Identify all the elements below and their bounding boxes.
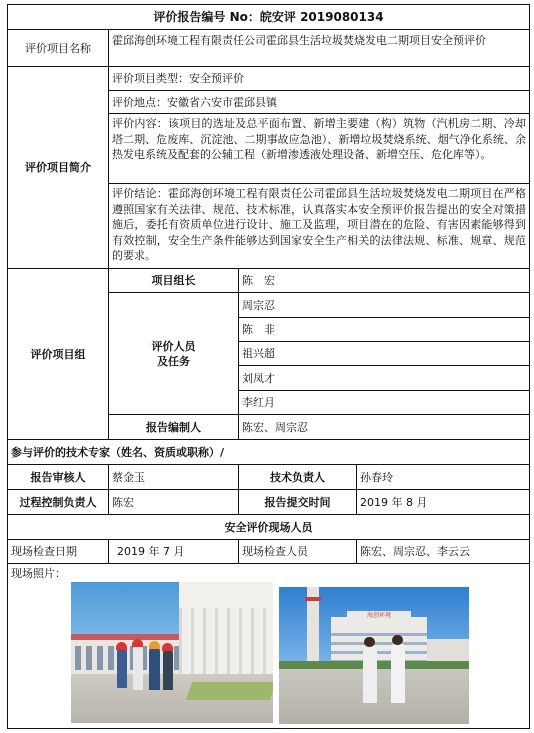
site-staff-header: 安全评价现场人员 [8,515,529,540]
leader-name: 陈 宏 [239,269,529,293]
person-head [392,635,403,645]
worker-figure [163,650,173,690]
reviewer-name: 蔡金玉 [109,465,239,490]
project-type: 评价项目类型：安全预评价 [109,67,529,91]
editor-label: 报告编制人 [109,415,239,440]
site-staff-label: 现场检查人员 [239,540,357,564]
site-photos-area [8,564,529,728]
project-intro-label: 评价项目简介 [8,67,109,269]
submit-time-label: 报告提交时间 [239,490,357,515]
person-figure [363,645,377,703]
site-photo-1 [71,582,273,723]
member-row: 祖兴超 [239,342,529,366]
project-name-label: 评价项目名称 [8,30,109,67]
person-figure [391,643,405,703]
worker-figure [133,646,143,690]
project-location: 评价地点：安徽省六安市霍邱县镇 [109,91,529,114]
plant-wall-panels [179,608,273,682]
project-name-value: 霍邱海创环境工程有限责任公司霍邱县生活垃圾焚烧发电二期项目安全预评价 [109,30,529,67]
chimney-band [305,597,321,601]
site-date-value: 2019 年 7 月 [109,540,239,564]
leader-label: 项目组长 [109,269,239,293]
worker-figure [117,648,127,688]
tech-lead-name: 孙春玲 [357,465,529,490]
members-label-line1: 评价人员 [151,339,196,353]
members-label-line2: 及任务 [157,354,190,368]
building-sign: 海创环境 [347,611,411,621]
member-row: 李红月 [239,391,529,415]
process-control-label: 过程控制负责人 [8,490,109,515]
process-control-name: 陈宏 [109,490,239,515]
hard-hat [149,641,160,649]
tech-lead-label: 技术负责人 [239,465,357,490]
editor-name: 陈宏、周宗忍 [239,415,529,440]
evaluation-form [7,4,530,729]
hard-hat [162,643,173,651]
project-group-label: 评价项目组 [8,269,109,440]
worker-figure [149,648,160,690]
hard-hat [116,642,127,650]
grass-strip [186,682,273,700]
reviewer-label: 报告审核人 [8,465,109,490]
experts-row: 参与评价的技术专家（姓名、资质或职称）/ [8,440,529,465]
submit-time-value: 2019 年 8 月 [357,490,529,515]
hard-hat [132,639,143,647]
site-photos-label: 现场照片： [11,567,66,580]
member-row: 陈 非 [239,318,529,342]
member-row: 刘凤才 [239,366,529,391]
site-photo-2 [279,587,469,724]
member-row: 周宗忍 [239,293,529,318]
project-content: 评价内容：该项目的选址及总平面布置、新增主要建（构）筑物（汽机房二期、冷却塔二期、危废库、沉淀池、二期事故应急池）、新增垃圾焚烧系统、烟气净化系统、余热发电系统及配套的公辅工程（新增渗透液处理设备、新增空压、危化库等）。 [109,114,529,184]
report-number-title: 评价报告编号 No：皖安评 2019080134 [8,5,529,30]
project-conclusion: 评价结论：霍邱海创环境工程有限责任公司霍邱县生活垃圾焚烧发电二期项目在严格遵照国家有关法律、规范、技术标准，认真落实本安全预评价报告提出的安全对策措施后，委托有资质单位进行设计、施工及监理，项目潜在的危险、有害因素能够得到有效控制，安全生产条件能够达到国家安全生产相关的法律法规、标准、规章、规范的要求。 [109,184,529,269]
site-staff-value: 陈宏、周宗忍、李云云 [357,540,529,564]
members-label [109,293,239,415]
person-head [364,637,375,647]
site-date-label: 现场检查日期 [8,540,109,564]
